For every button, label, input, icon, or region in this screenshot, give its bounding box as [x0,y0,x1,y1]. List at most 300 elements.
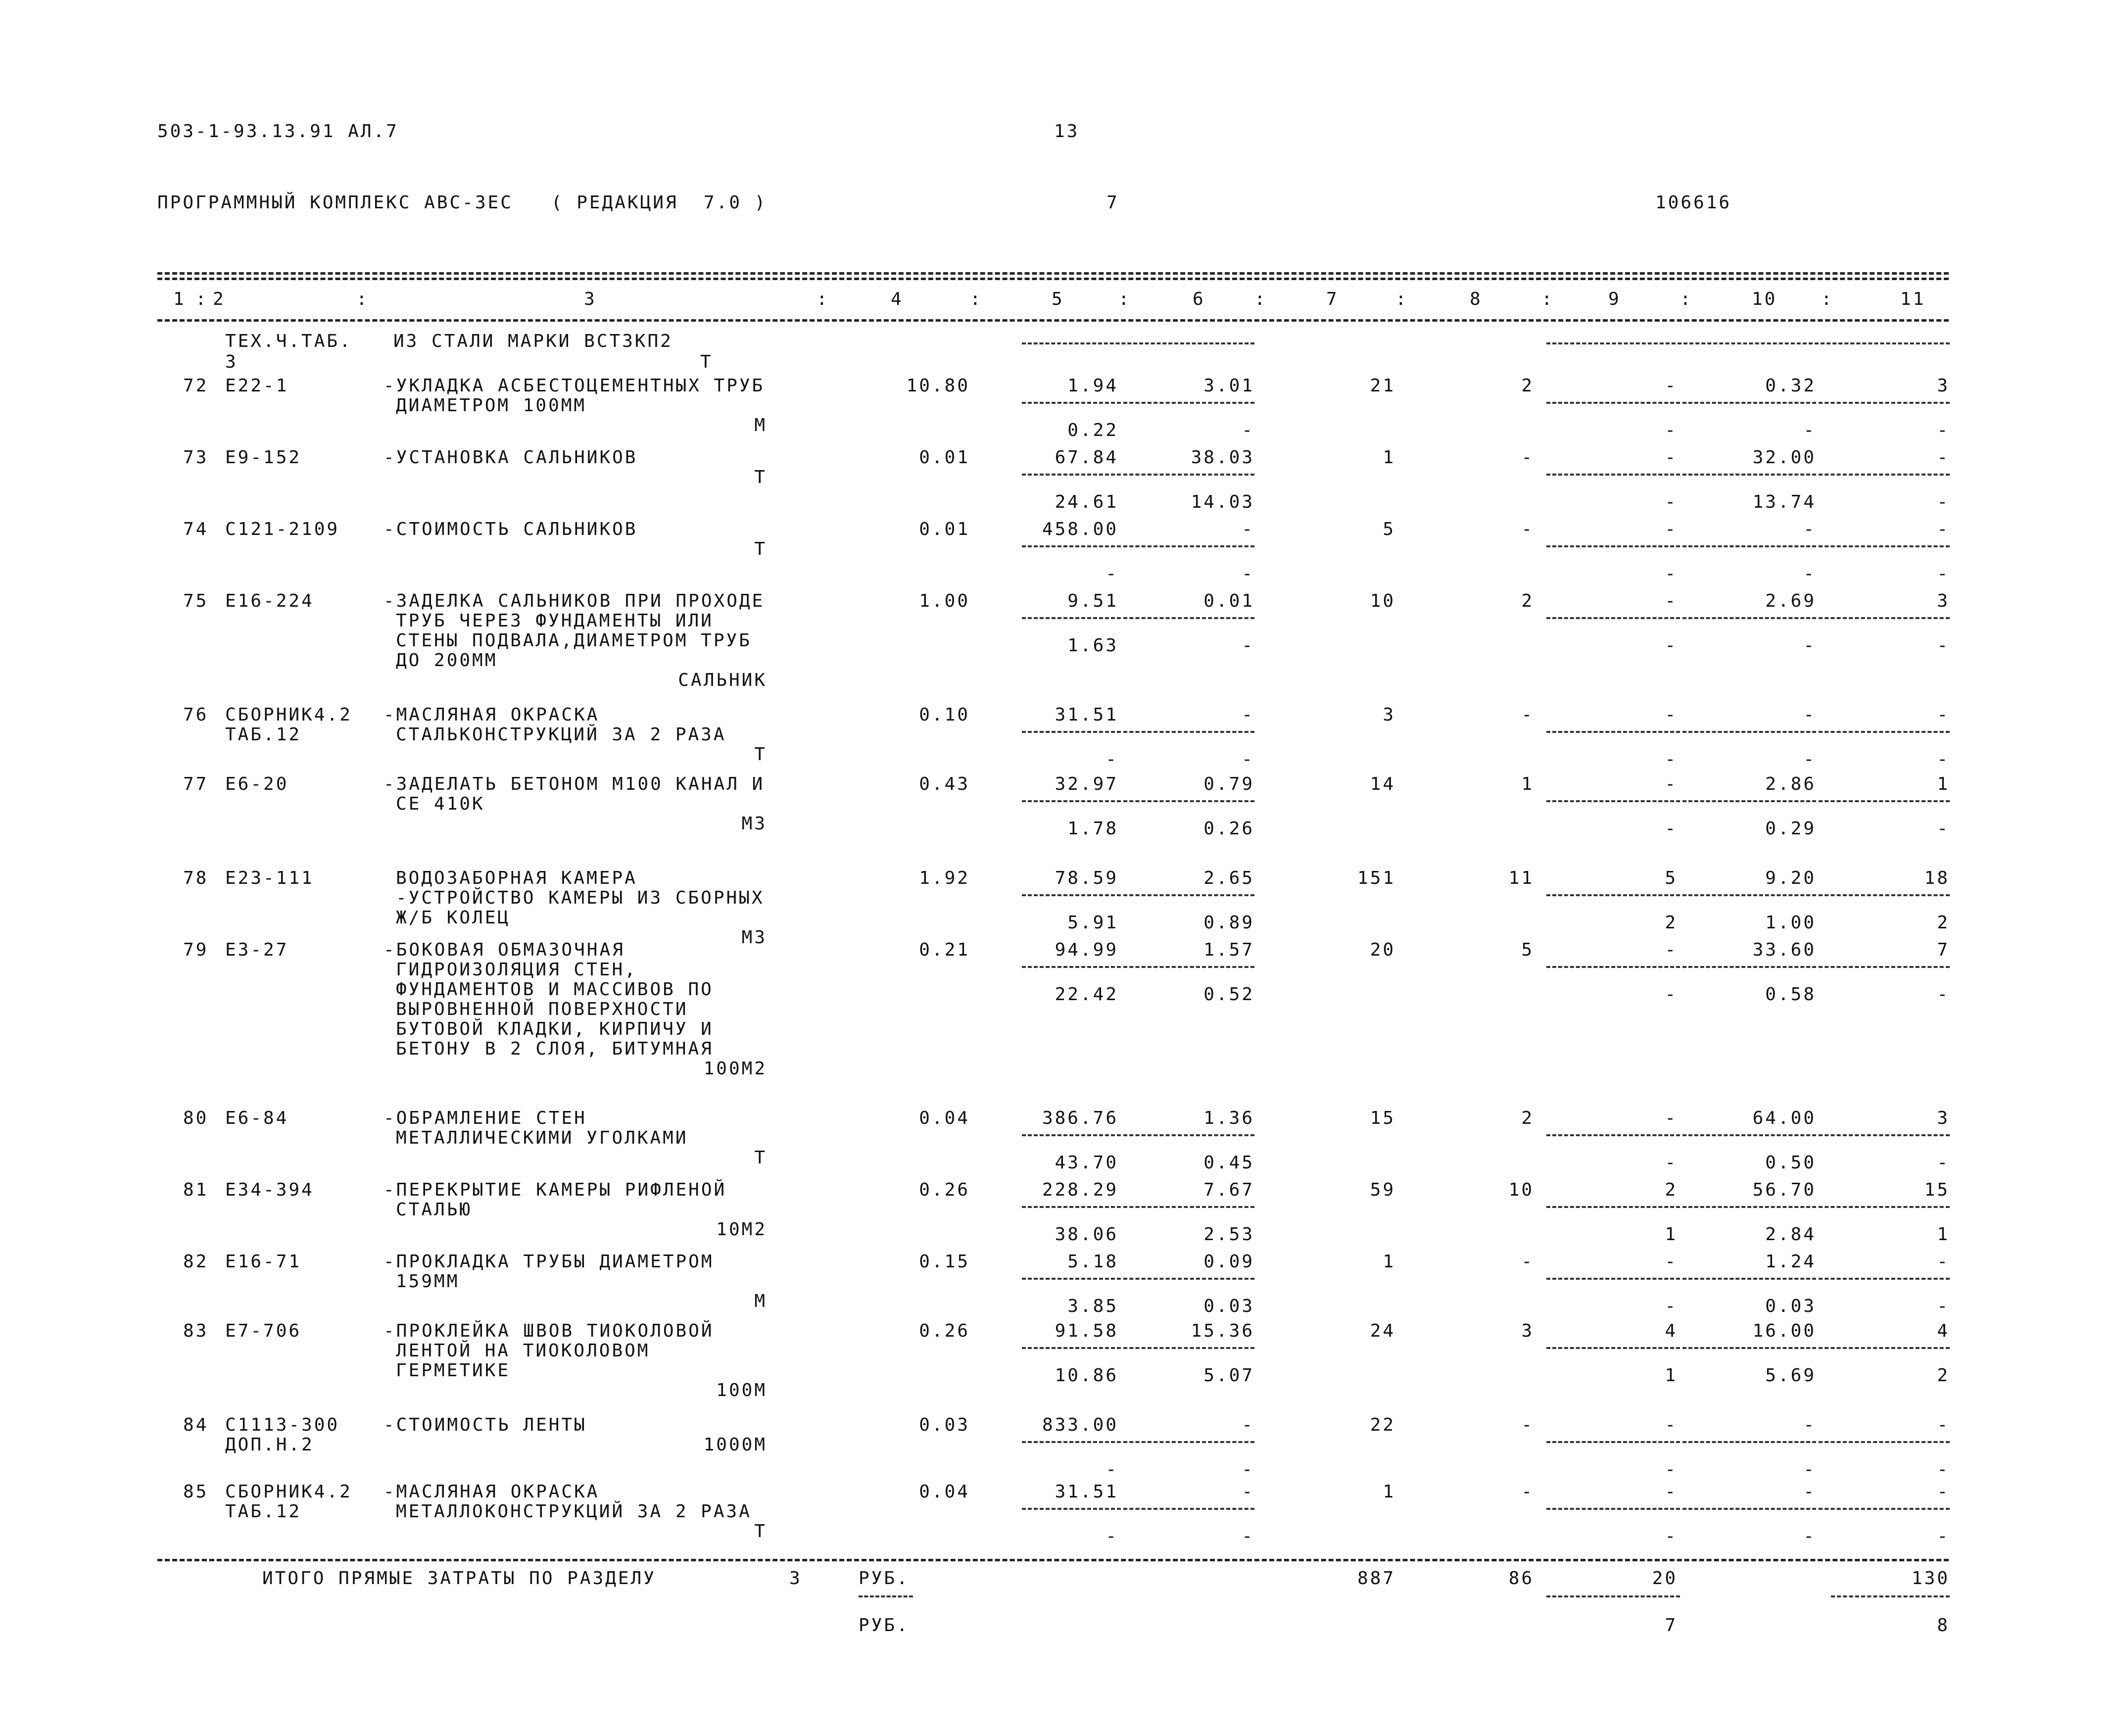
row-col5-sub: 1.63 [1067,635,1118,656]
row-description-line: МЕТАЛЛОКОНСТРУКЦИЙ ЗА 2 РАЗА [396,1501,752,1522]
row-col5: 1.94 [1067,376,1118,396]
row-col9: - [1665,774,1678,794]
row-col10-sub: 2.84 [1765,1224,1816,1245]
row-code-2: ТАБ.12 [225,1501,302,1522]
row-col9-sub: - [1665,1153,1678,1173]
row-col5: 458.00 [1042,519,1118,539]
row-col5-sub: 43.70 [1055,1153,1118,1173]
row-col9: - [1665,705,1678,725]
row-col5-rule [1022,1278,1121,1280]
row-col8: 1 [1521,774,1534,794]
row-col6-rule [1123,402,1254,404]
row-col5-rule [1022,402,1121,404]
document-id: 106616 [1655,193,1732,213]
row-col8: 2 [1521,1108,1534,1128]
row-col11-sub: - [1937,1153,1950,1173]
row-col7: 22 [1370,1415,1395,1435]
row-col7: 3 [1383,705,1395,725]
row-col9-sub: - [1665,984,1678,1005]
totals-col7: 887 [1357,1568,1395,1589]
row-col9-rule [1546,894,1680,896]
row-col11: 4 [1937,1321,1950,1341]
row-unit: Т [754,1148,767,1168]
row-col9: - [1665,1252,1678,1272]
row-col10: - [1803,519,1816,539]
row-col11: - [1937,705,1950,725]
row-col8: 11 [1508,868,1534,888]
row-col11: 18 [1924,868,1950,888]
row-col5-sub: 22.42 [1055,984,1118,1005]
row-col8: - [1521,1252,1534,1272]
row-unit: 100М [716,1380,767,1400]
row-code: СБОРНИК4.2 [225,705,352,725]
column-separator: : [817,289,829,309]
row-col6-rule [1123,617,1254,619]
row-col9-rule [1546,1134,1680,1136]
row-col11: 3 [1937,591,1950,611]
row-description-line: ДО 200ММ [396,650,498,671]
row-col6-rule [1123,1278,1254,1280]
row-number: 75 [183,591,209,611]
row-col11-sub: - [1937,1296,1950,1316]
row-description-line: -ЗАДЕЛКА САЛЬНИКОВ ПРИ ПРОХОДЕ [384,591,765,611]
row-quantity: 0.03 [919,1415,970,1435]
row-description-line: -УСТАНОВКА САЛЬНИКОВ [384,447,638,468]
row-col5-rule [1022,894,1121,896]
row-col6: - [1242,705,1254,725]
section-note-desc: ИЗ СТАЛИ МАРКИ ВСТЗКП2 [393,331,673,351]
column-number-9: 9 [1608,289,1621,309]
row-unit: Т [754,539,767,559]
row-col5-sub: 38.06 [1055,1224,1118,1245]
row-col9: - [1665,1415,1678,1435]
row-col9-sub: 2 [1665,913,1678,933]
row-col6-rule [1123,800,1254,802]
row-description-line: МЕТАЛЛИЧЕСКИМИ УГОЛКАМИ [396,1128,688,1148]
row-col5: 833.00 [1042,1415,1118,1435]
totals-section: 3 [789,1568,802,1589]
row-number: 83 [183,1321,209,1341]
row-code: С121-2109 [225,519,340,539]
row-col5: 78.59 [1055,868,1118,888]
row-col7: 1 [1383,1482,1395,1502]
program-title: ПРОГРАММНЫЙ КОМПЛЕКС АВС-ЗЕС ( РЕДАКЦИЯ 7.0 ) [157,193,768,213]
row-code: С1113-300 [225,1415,340,1435]
row-col8: - [1521,447,1534,468]
row-col5: 228.29 [1042,1180,1118,1200]
row-col6-sub: - [1242,564,1254,584]
row-col6: - [1242,1415,1254,1435]
row-col6-sub: 0.89 [1203,913,1254,933]
row-quantity: 0.43 [919,774,970,794]
row-col9-sub: - [1665,819,1678,839]
row-col6-rule [1123,966,1254,968]
row-description-line: СТЕНЫ ПОДВАЛА,ДИАМЕТРОМ ТРУБ [396,630,752,651]
row-col7: 5 [1383,519,1395,539]
row-col11-rule [1819,402,1950,404]
row-col9: - [1665,1108,1678,1128]
section-note-unit: Т [700,352,713,372]
row-col10: 2.86 [1765,774,1816,794]
row-col7: 1 [1383,1252,1395,1272]
row-col5-rule [1022,800,1121,802]
row-col10-rule [1682,1347,1816,1349]
row-col6-sub: 0.52 [1203,984,1254,1005]
row-col5-sub: - [1105,1526,1118,1546]
row-col7: 59 [1370,1180,1395,1200]
row-col10: 33.60 [1752,940,1816,960]
totals-col9-rule [1546,1595,1680,1597]
row-col11-rule [1819,1278,1950,1280]
row-col10-rule [1682,800,1816,802]
row-col10-sub: 0.58 [1765,984,1816,1005]
row-col10: 56.70 [1752,1180,1816,1200]
row-col9-sub: - [1665,1296,1678,1316]
row-col9-rule [1546,402,1680,404]
row-col5-rule [1022,617,1121,619]
row-col10: - [1803,1482,1816,1502]
row-col11-rule [1819,1508,1950,1510]
column-separator: : [1821,289,1834,309]
row-col8: - [1521,705,1534,725]
row-col6-sub: 14.03 [1191,492,1254,512]
row-col11-rule [1819,474,1950,476]
row-col6-rule [1123,1206,1254,1208]
row-col6: 38.03 [1191,447,1254,468]
row-col9-rule [1546,1441,1680,1443]
row-col10-sub: 13.74 [1752,492,1816,512]
section-note-qualifier: 3 [225,352,238,372]
column-separator: : [356,289,369,309]
row-col7: 20 [1370,940,1395,960]
row-col10-rule [1682,617,1816,619]
row-col11-sub: - [1937,564,1950,584]
row-col9-rule [1546,1347,1680,1349]
column-separator: : [1680,289,1693,309]
row-col11-sub: - [1937,984,1950,1005]
row-col10-rule [1682,966,1816,968]
row-col11: 15 [1924,1180,1950,1200]
row-col10: 64.00 [1752,1108,1816,1128]
row-col10-rule [1682,402,1816,404]
totals-col11: 130 [1911,1568,1950,1589]
row-col7: 1 [1383,447,1395,468]
row-number: 72 [183,376,209,396]
row-col5-sub: 10.86 [1055,1365,1118,1386]
row-col6-sub: 0.26 [1203,819,1254,839]
row-col9-rule [1546,731,1680,733]
row-col5-sub: 24.61 [1055,492,1118,512]
section-note-rule [1022,342,1254,344]
row-col9-rule [1546,1508,1680,1510]
column-separator: : [970,289,983,309]
row-col7: 14 [1370,774,1395,794]
column-separator: : [1395,289,1408,309]
row-col5: 31.51 [1055,705,1118,725]
row-unit: САЛЬНИК [678,670,767,690]
row-col10: - [1803,1415,1816,1435]
row-unit: М [754,1291,767,1311]
row-col9: 4 [1665,1321,1678,1341]
totals-col11-b: 8 [1937,1615,1950,1636]
row-description-line: ТРУБ ЧЕРЕЗ ФУНДАМЕНТЫ ИЛИ [396,611,714,631]
row-col10-sub: 1.00 [1765,913,1816,933]
row-col11-sub: - [1937,635,1950,656]
row-col6: 0.01 [1203,591,1254,611]
section-note-rule-right [1546,342,1950,344]
row-col5-rule [1022,1347,1121,1349]
row-col5-rule [1022,545,1121,547]
row-col9: - [1665,519,1678,539]
row-description-line: СЕ 410К [396,794,485,814]
row-col11-rule [1819,545,1950,547]
row-col6-sub: 0.03 [1203,1296,1254,1316]
row-col8: - [1521,519,1534,539]
row-col9-sub: 1 [1665,1365,1678,1386]
row-col9: - [1665,940,1678,960]
row-col9: - [1665,1482,1678,1502]
row-description-line: -ЗАДЕЛАТЬ БЕТОНОМ М100 КАНАЛ И [384,774,765,794]
top-rule-2 [157,278,1949,280]
row-col5-sub: 1.78 [1067,819,1118,839]
row-col5: 5.18 [1067,1252,1118,1272]
row-description-line: ФУНДАМЕНТОВ И МАССИВОВ ПО [396,979,714,1000]
row-code: Е22-1 [225,376,289,396]
row-description-line: ВОДОЗАБОРНАЯ КАМЕРА [396,868,637,888]
row-number: 76 [183,705,209,725]
row-description-line: -УКЛАДКА АСБЕСТОЦЕМЕНТНЫХ ТРУБ [384,376,765,396]
row-col6-rule [1123,1347,1254,1349]
row-code: Е7-706 [225,1321,302,1341]
row-col6: 0.09 [1203,1252,1254,1272]
row-col8: 2 [1521,376,1534,396]
row-col11-rule [1819,731,1950,733]
row-col6-sub: 5.07 [1203,1365,1254,1386]
row-col9-rule [1546,1278,1680,1280]
row-col10-rule [1682,1508,1816,1510]
row-col9: 5 [1665,868,1678,888]
row-number: 78 [183,868,209,888]
row-col10-sub: - [1803,564,1816,584]
row-col5: 31.51 [1055,1482,1118,1502]
row-col10: 0.32 [1765,376,1816,396]
row-col10-rule [1682,1206,1816,1208]
row-description-line: -ПРОКЛАДКА ТРУБЫ ДИАМЕТРОМ [384,1252,714,1272]
totals-label: ИТОГО ПРЯМЫЕ ЗАТРАТЫ ПО РАЗДЕЛУ [262,1568,656,1589]
row-col10-sub: - [1803,420,1816,440]
row-number: 73 [183,447,209,468]
row-col6: 7.67 [1203,1180,1254,1200]
row-col6-sub: 2.53 [1203,1224,1254,1245]
row-code: Е34-394 [225,1180,314,1200]
row-col8: 3 [1521,1321,1534,1341]
row-col9-rule [1546,800,1680,802]
row-col7: 10 [1370,591,1395,611]
row-col5-rule [1022,1508,1121,1510]
row-unit: 10М2 [716,1219,767,1240]
row-description-line: -ПЕРЕКРЫТИЕ КАМЕРЫ РИФЛЕНОЙ [384,1180,727,1200]
row-col8: 5 [1521,940,1534,960]
row-col11-sub: 1 [1937,1224,1950,1245]
row-col9: - [1665,591,1678,611]
row-col11-rule [1819,1206,1950,1208]
row-col5: 91.58 [1055,1321,1118,1341]
row-description-line: -СТОИМОСТЬ САЛЬНИКОВ [384,519,638,539]
row-col10-rule [1682,545,1816,547]
column-number-1: 1 [173,289,186,309]
row-col9: - [1665,447,1678,468]
row-col10-sub: - [1803,1459,1816,1480]
row-col9-rule [1546,545,1680,547]
column-number-4: 4 [891,289,904,309]
row-col10: 32.00 [1752,447,1816,468]
column-separator: : [1541,289,1554,309]
column-separator: : [195,289,208,309]
top-rule [157,272,1949,275]
row-col11: - [1937,1252,1950,1272]
row-col5: 386.76 [1042,1108,1118,1128]
row-code: СБОРНИК4.2 [225,1482,352,1502]
column-number-8: 8 [1470,289,1483,309]
row-description-line: БУТОВОЙ КЛАДКИ, КИРПИЧУ И [396,1019,714,1039]
currency-rule [859,1595,913,1597]
column-number-5: 5 [1052,289,1064,309]
row-col5-rule [1022,731,1121,733]
row-code: Е16-224 [225,591,314,611]
row-code-2: ДОП.Н.2 [225,1435,314,1455]
row-col9: 2 [1665,1180,1678,1200]
row-col10-sub: 0.03 [1765,1296,1816,1316]
row-quantity: 0.01 [919,519,970,539]
doc-code: 503-1-93.13.91 АЛ.7 [157,121,399,142]
row-col10-rule [1682,1278,1816,1280]
row-description-line: ГИДРОИЗОЛЯЦИЯ СТЕН, [396,960,637,980]
row-col11-sub: - [1937,492,1950,512]
row-col10-rule [1682,1441,1816,1443]
row-col10: 2.69 [1765,591,1816,611]
row-col10-rule [1682,731,1816,733]
row-col11-rule [1819,800,1950,802]
row-number: 85 [183,1482,209,1502]
row-col10: 16.00 [1752,1321,1816,1341]
row-col11-rule [1819,617,1950,619]
row-col6: - [1242,519,1254,539]
row-col9-sub: - [1665,564,1678,584]
row-description-line: БЕТОНУ В 2 СЛОЯ, БИТУМНАЯ [396,1039,714,1059]
row-description-line: -ПРОКЛЕЙКА ШВОВ ТИОКОЛОВОЙ [384,1321,714,1341]
row-col6-sub: - [1242,749,1254,770]
row-col11-rule [1819,1441,1950,1443]
row-quantity: 10.80 [906,376,970,396]
row-col9-rule [1546,966,1680,968]
row-col7: 21 [1370,376,1395,396]
column-separator: : [1118,289,1131,309]
row-col8: - [1521,1482,1534,1502]
row-code: Е16-71 [225,1252,302,1272]
row-description-line: -ОБРАМЛЕНИЕ СТЕН [384,1108,587,1128]
row-col6: 1.36 [1203,1108,1254,1128]
row-unit: М [754,415,767,435]
row-code: Е6-20 [225,774,289,794]
row-col6: 2.65 [1203,868,1254,888]
row-number: 77 [183,774,209,794]
row-col8: - [1521,1415,1534,1435]
row-quantity: 0.10 [919,705,970,725]
row-quantity: 0.21 [919,940,970,960]
row-col11-sub: - [1937,1526,1950,1546]
row-quantity: 0.26 [919,1321,970,1341]
row-col10-rule [1682,894,1816,896]
row-quantity: 0.01 [919,447,970,468]
row-col11-sub: - [1937,749,1950,770]
row-col9-sub: - [1665,420,1678,440]
row-col6-sub: - [1242,1526,1254,1546]
row-col6-rule [1123,545,1254,547]
row-col5: 32.97 [1055,774,1118,794]
row-col11-sub: - [1937,819,1950,839]
row-number: 81 [183,1180,209,1200]
row-col8: 10 [1508,1180,1534,1200]
row-col9: - [1665,376,1678,396]
row-col9-sub: - [1665,492,1678,512]
row-col10-sub: 0.50 [1765,1153,1816,1173]
row-col6: - [1242,1482,1254,1502]
column-number-2: 2 [213,289,226,309]
row-col6: 1.57 [1203,940,1254,960]
row-col7: 151 [1357,868,1395,888]
row-col9-rule [1546,1206,1680,1208]
column-number-11: 11 [1900,289,1926,309]
row-col9-sub: - [1665,1526,1678,1546]
row-col11-sub: 2 [1937,913,1950,933]
row-unit: М3 [741,927,767,948]
row-col10-rule [1682,474,1816,476]
row-col6-rule [1123,474,1254,476]
row-col10-sub: - [1803,635,1816,656]
row-description-line: ВЫРОВНЕННОЙ ПОВЕРХНОСТИ [396,999,688,1019]
row-code: Е23-111 [225,868,314,888]
row-col5-sub: 5.91 [1067,913,1118,933]
row-col10-sub: - [1803,1526,1816,1546]
row-col6-sub: 0.45 [1203,1153,1254,1173]
row-col11-rule [1819,1347,1950,1349]
row-description-line: ЛЕНТОЙ НА ТИОКОЛОВОМ [396,1341,650,1361]
row-col10: - [1803,705,1816,725]
row-number: 74 [183,519,209,539]
row-col7: 15 [1370,1108,1395,1128]
row-col9-rule [1546,474,1680,476]
row-number: 80 [183,1108,209,1128]
row-description-line: СТАЛЬЮ [396,1200,473,1220]
row-col6: 0.79 [1203,774,1254,794]
row-description-line: Ж/Б КОЛЕЦ [396,908,511,928]
row-number: 79 [183,940,209,960]
row-col6: 3.01 [1203,376,1254,396]
row-quantity: 0.15 [919,1252,970,1272]
row-col11-sub: - [1937,1459,1950,1480]
totals-rule [157,1559,1949,1561]
row-description-line: ГЕРМЕТИКЕ [396,1360,511,1381]
totals-currency-2: РУБ. [859,1615,910,1636]
row-unit: Т [754,744,767,765]
row-description-line: 159ММ [396,1271,460,1292]
header-rule [157,319,1949,322]
totals-col11-rule [1831,1595,1950,1597]
row-col6-sub: - [1242,635,1254,656]
totals-col8: 86 [1508,1568,1534,1589]
row-col9-sub: 1 [1665,1224,1678,1245]
row-unit: М3 [741,814,767,834]
